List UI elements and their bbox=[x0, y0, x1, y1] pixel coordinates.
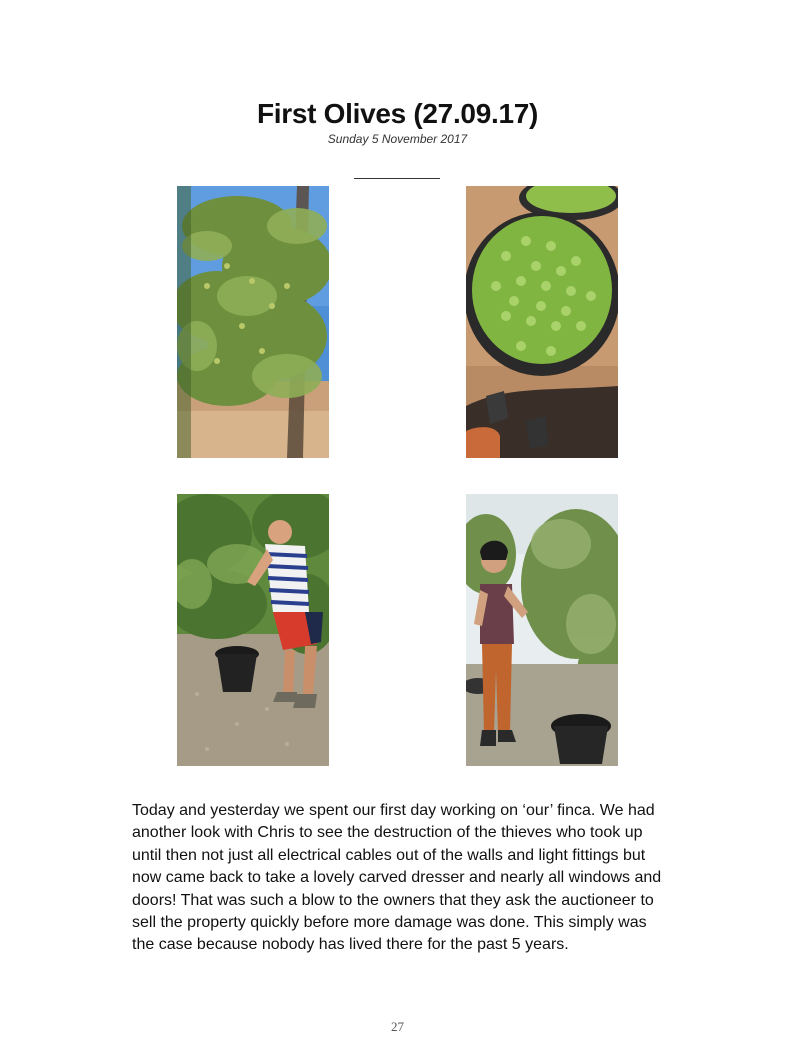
page-number: 27 bbox=[391, 1019, 404, 1034]
man-picking-olives-photo bbox=[177, 494, 329, 766]
woman-picking-olives-photo bbox=[466, 494, 618, 766]
olive-buckets-photo bbox=[466, 186, 618, 458]
post-title: First Olives (27.09.17) bbox=[256, 98, 539, 129]
post-body: Today and yesterday we spent our first day working on ‘our’ finca. We had another look with Chris to see the destruction of the thieves who took up until then not just all electrical cables out of the walls and light fittings but now came back to take a lovely carved dresser and nearly all windows and doors! That was such a blow to the owners that they ask the auctioneer to sell the property quickly before more damage was done. This simply was the case because nobody has lived there for the past 5 years. bbox=[132, 802, 662, 954]
post-date: Sunday 5 November 2017 bbox=[327, 132, 468, 146]
title-divider bbox=[354, 178, 440, 179]
olive-tree-photo bbox=[177, 186, 329, 458]
